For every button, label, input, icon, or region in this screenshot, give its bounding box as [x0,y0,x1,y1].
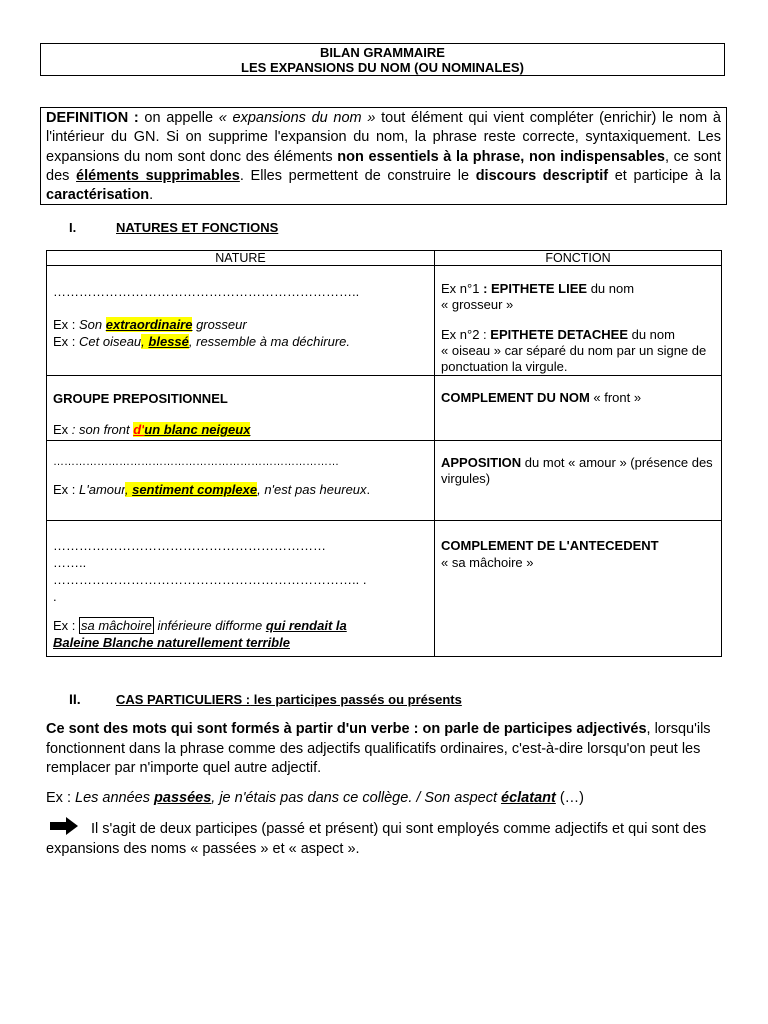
placeholder-dots: …………………………………………………………….. [53,284,360,299]
example-prefix: Ex [53,422,72,437]
example-text: grosseur [192,317,247,332]
section-2-number: II. [69,691,81,707]
example-line [53,634,428,651]
paragraph-text: , lorsqu'ils fonctionnent dans la phrase comme des adjectifs qualificatifs ordinaires, c'est-à-dire lorsqu'on peut les remplacer par n'importe quel autre adjectif. [46,721,711,776]
nature-name: GROUPE PREPOSITIONNEL [53,391,228,406]
paragraph-emphasis: Ce sont des mots qui sont formés à partir d'un verbe : on parle de participes adjectivés [46,721,647,737]
definition-emphasis: non essentiels à la phrase, non indispensables [337,148,665,165]
fonction-line [441,327,715,343]
title-line-1: BILAN GRAMMAIRE [320,45,445,60]
example-text: . [366,482,371,497]
section-2-paragraph [46,720,726,779]
example-prefix: Ex : [53,317,80,332]
document-title-box [40,43,725,76]
example-text: Cet oiseau [79,334,142,349]
fonction-line [441,281,715,297]
example-text: , ressemble à ma déchirure. [188,334,351,349]
highlighted-word: un blanc neigeux [144,422,251,437]
fonction-text: « front » [589,390,642,405]
relative-clause: qui rendait la [265,618,347,633]
column-header-nature: NATURE [47,251,435,266]
example-line [53,333,428,350]
fonction-text: Ex n°2 : [441,327,491,342]
natures-fonctions-table [46,250,722,657]
fonction-text: du nom [628,327,675,342]
definition-label: DEFINITION : [46,110,139,126]
nature-cell [47,376,435,441]
fonction-cell [435,441,722,521]
preposition-word: d' [133,422,145,437]
placeholder-dots: . [53,589,57,604]
antecedent-box: sa mâchoire [81,618,152,633]
placeholder-dots: ……………………………………………………… [53,538,326,553]
highlighted-word: blessé [148,334,189,349]
highlighted-word: extraordinaire [105,317,193,332]
fonction-label: COMPLEMENT DE L'ANTECEDENT [441,538,659,553]
title-line-2: LES EXPANSIONS DU NOM (OU NOMINALES) [241,60,524,75]
example-text: , [124,482,133,497]
fonction-label: : EPITHETE LIEE [483,281,588,296]
section-1-title: NATURES ET FONCTIONS [116,220,279,235]
section-2-heading [116,692,462,707]
definition-part: on appelle [138,110,219,126]
nature-cell [47,266,435,376]
participle-word: éclatant [501,790,556,806]
example-text: : son front [71,422,134,437]
section-2-subtitle: les participes passés ou présents [250,692,462,707]
definition-text [46,109,721,205]
table-row [47,521,722,657]
section-2-title: CAS PARTICULIERS : [116,692,251,707]
nature-cell [47,441,435,521]
fonction-cell [435,266,722,376]
fonction-label: COMPLEMENT DU NOM [441,390,590,405]
nature-label [53,390,428,407]
fonction-cell [435,521,722,657]
fonction-line [441,455,715,487]
fonction-text: Ex n°1 [441,281,484,296]
section-2-example [46,789,726,809]
table-row [47,441,722,521]
definition-emphasis: discours descriptif [475,167,609,184]
example-text: Les années [75,790,155,806]
example-line [53,316,428,333]
fonction-line: « oiseau » car séparé du nom par un signe de ponctuation la virgule. [441,343,707,374]
example-text: inférieure difforme [153,618,266,633]
fonction-label: APPOSITION [441,455,522,470]
nature-cell [47,521,435,657]
definition-emphasis: caractérisation [46,187,150,204]
example-text: Son [79,317,106,332]
definition-emphasis: éléments supprimables [76,167,240,184]
highlighted-word: sentiment complexe [132,482,258,497]
relative-clause: Baleine Blanche naturellement terrible [53,635,290,650]
definition-part: . Elles permettent de construire le [239,167,476,184]
table-row [47,266,722,376]
example-text: L'amour [79,482,125,497]
definition-part: , ce sont des [46,148,721,184]
example-text: , je n'étais pas dans ce collège. / Son aspect [211,790,502,806]
example-text: , n'est pas heureux [257,482,367,497]
section-2-conclusion: Il s'agit de deux participes (passé et présent) qui sont employés comme adjectifs et qui sont des expansions des noms « passées » et « aspect ». [46,821,707,857]
fonction-label: EPITHETE DETACHEE [490,327,628,342]
example-prefix: Ex : [53,482,80,497]
definition-part: tout élément qui vient compléter (enrichir) le nom à l'intérieur du GN. Si on supprime l'expansion du nom, la phrase reste correcte, syntaxiquement. Les expansions du nom sont donc des éléments [46,110,721,165]
fonction-cell [435,376,722,441]
example-line [53,481,428,498]
placeholder-dots: …………………………………………………………………… [53,456,339,468]
section-1-number: I. [69,220,77,235]
placeholder-dots: …….. [53,555,87,570]
participle-word: passées [154,790,212,806]
fonction-line: « sa mâchoire » [441,555,534,570]
fonction-line [441,390,715,406]
table-row [47,376,722,441]
table-header-row [47,251,722,266]
placeholder-dots: …………………………………………………………….. . [53,572,367,587]
example-prefix: Ex : [46,790,76,806]
example-line [53,617,428,634]
example-prefix: Ex : [53,618,80,633]
example-text: (…) [555,790,585,806]
definition-box [40,107,727,205]
definition-part: et participe à la [608,167,721,184]
fonction-text: du mot « amour » (présence des virgules) [441,455,713,486]
fonction-line: « grosseur » [441,297,514,312]
example-prefix: Ex : [53,334,80,349]
fonction-line [441,537,715,554]
column-header-fonction: FONCTION [435,251,722,266]
fonction-text: du nom [587,281,635,296]
example-text: , [141,334,149,349]
example-line [53,421,428,438]
definition-part: . [149,187,154,204]
definition-term: « expansions du nom » [218,110,376,126]
